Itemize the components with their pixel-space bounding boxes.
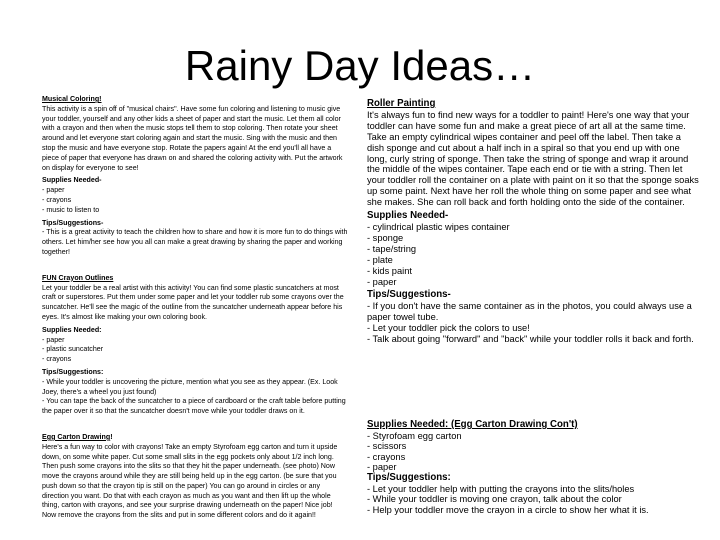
egg-cont-tips-label: Tips/Suggestions: <box>367 471 451 483</box>
egg-cont-supply-item: - scissors <box>367 441 407 452</box>
roller-supply-item: - plate <box>367 254 393 265</box>
fun-crayon-heading: FUN Crayon Outlines <box>42 273 114 282</box>
fun-crayon-supplies-label: Supplies Needed: <box>42 325 102 334</box>
musical-supplies-label: Supplies Needed- <box>42 176 102 185</box>
roller-supply-item: - tape/string <box>367 243 417 254</box>
roller-supply-item: - paper <box>367 276 397 287</box>
roller-tips-label: Tips/Suggestions- <box>367 289 451 301</box>
egg-carton-heading-suffix: ! <box>110 432 113 441</box>
musical-supply-item: - crayons <box>42 195 72 204</box>
egg-cont-supply-item: - paper <box>367 462 397 473</box>
roller-tip-item: - Let your toddler pick the colors to use! <box>367 323 530 334</box>
fun-crayon-supply-item: - paper <box>42 335 65 344</box>
egg-cont-supply-item: - Styrofoam egg carton <box>367 430 462 441</box>
musical-tip-item: - This is a great activity to teach the children how to share and how it is more fun to do things with others. Let him/her see how you all can make a great drawing by sharing the paper and working together! <box>42 228 348 256</box>
egg-cont-tip-item: - While your toddler is moving one crayon, talk about the color <box>367 494 622 505</box>
egg-cont-tip-item: - Let your toddler help with putting the crayons into the slits/holes <box>367 483 635 494</box>
egg-cont-tip-item: - Help your toddler move the crayon in a circle to show her what it is. <box>367 504 649 515</box>
musical-tips-label: Tips/Suggestions- <box>42 218 104 227</box>
musical-coloring-heading: Musical Coloring! <box>42 95 102 103</box>
musical-coloring-body: This activity is a spin off of "musical chairs". Have some fun coloring and listening to music give your toddler, yourself and any other kids a sheet of paper and start the music. Let them all color with a crayon and then when the music stops tell them to stop coloring. Then rotate your sheet around and let everyone start coloring again and start the music. Sing with the music and then stop the music and have everyone stop. Rotate the papers again! At the end you'll all have a piece of paper that everyone has drawn on and shared the coloring activity with. Put the artwork on display for everyone to see! <box>42 104 343 172</box>
fun-crayon-tip-item: - You can tape the back of the suncatcher to a piece of cardboard or the craft table before putting the paper over it so that the suncatcher doesn't move while your toddler draws on it. <box>42 397 346 416</box>
left-column <box>42 95 348 521</box>
roller-tip-item: - Talk about going "forward" and "back" while your toddler rolls it back and forth. <box>367 334 694 345</box>
musical-supply-item: - music to listen to <box>42 205 100 214</box>
roller-supply-item: - cylindrical plastic wipes container <box>367 221 510 232</box>
egg-carton-continued <box>367 420 700 515</box>
right-column <box>367 99 700 345</box>
egg-cont-supplies-label <box>367 420 700 431</box>
egg-cont-supplies-label-text: Supplies Needed: (Egg Carton Drawing Con't) <box>367 419 578 430</box>
roller-supply-item: - kids paint <box>367 265 412 276</box>
roller-supply-item: - sponge <box>367 232 404 243</box>
egg-carton-heading <box>42 433 348 443</box>
egg-carton-body: Here's a fun way to color with crayons! Take an empty Styrofoam egg carton and turn it upside down, on some white paper. Cut some small slits in the egg pockets only about 1/2 inch long. Then push some crayons into the slits so that they hit the paper underneath. (see photo) Now move the crayons around while they are still being held up in the egg carton. (be sure that you push down so that the crayon tip is still on the paper) You can go around in circles or any direction you want. Do that with each crayon as much as you want and then lift up the whole thing, carton with crayons, and see your surprise drawing underneath on the paper! Nice job! Now remove the crayons from the slits and put in some different colors and do it again!! <box>42 442 338 520</box>
musical-supply-item: - paper <box>42 186 65 195</box>
fun-crayon-body: Let your toddler be a real artist with this activity! You can find some plastic suncatchers at most craft or superstores. Put them under some paper and let your toddler rub some crayons over the suncatcher. He'll see the magic of the outline from the suncatcher underneath appear before his eyes. It's almost like making your own coloring book. <box>42 283 344 321</box>
fun-crayon-supply-item: - plastic suncatcher <box>42 345 104 354</box>
egg-carton-heading-text: Egg Carton Drawing <box>42 432 111 441</box>
roller-tip-item: - If you don't have the same container as in the photos, you could always use a paper towel tube. <box>367 301 692 323</box>
fun-crayon-tip-item: - While your toddler is uncovering the picture, mention what you see as they appear. (Ex. Look Joey, there's a wheel you just found) <box>42 377 338 396</box>
fun-crayon-supply-item: - crayons <box>42 355 72 364</box>
roller-painting-body: It's always fun to find new ways for a toddler to paint! Here's one way that your toddler can have some fun and make a great piece of art all at the same time. Take an empty cylindrical wipes container and peel off the label. Then take a dish sponge and cut about a half inch in a spiral so that you end up with one long, curly string of sponge. Then take the string of sponge and wrap it around the middle of the wipes container. Tape each end or tie with a string. Then let your toddler roll the container on a plate with paint on it so that the sponge soaks up some paint. Next have her roll the whole thing on some paper and see what she makes. She can roll back and forth holding onto the side of the container. <box>367 109 699 208</box>
page-title: Rainy Day Ideas… <box>184 42 536 89</box>
roller-painting-heading: Roller Painting <box>367 98 436 109</box>
egg-cont-supply-item: - crayons <box>367 451 406 462</box>
roller-supplies-label: Supplies Needed- <box>367 210 449 222</box>
fun-crayon-tips-label: Tips/Suggestions: <box>42 367 104 376</box>
